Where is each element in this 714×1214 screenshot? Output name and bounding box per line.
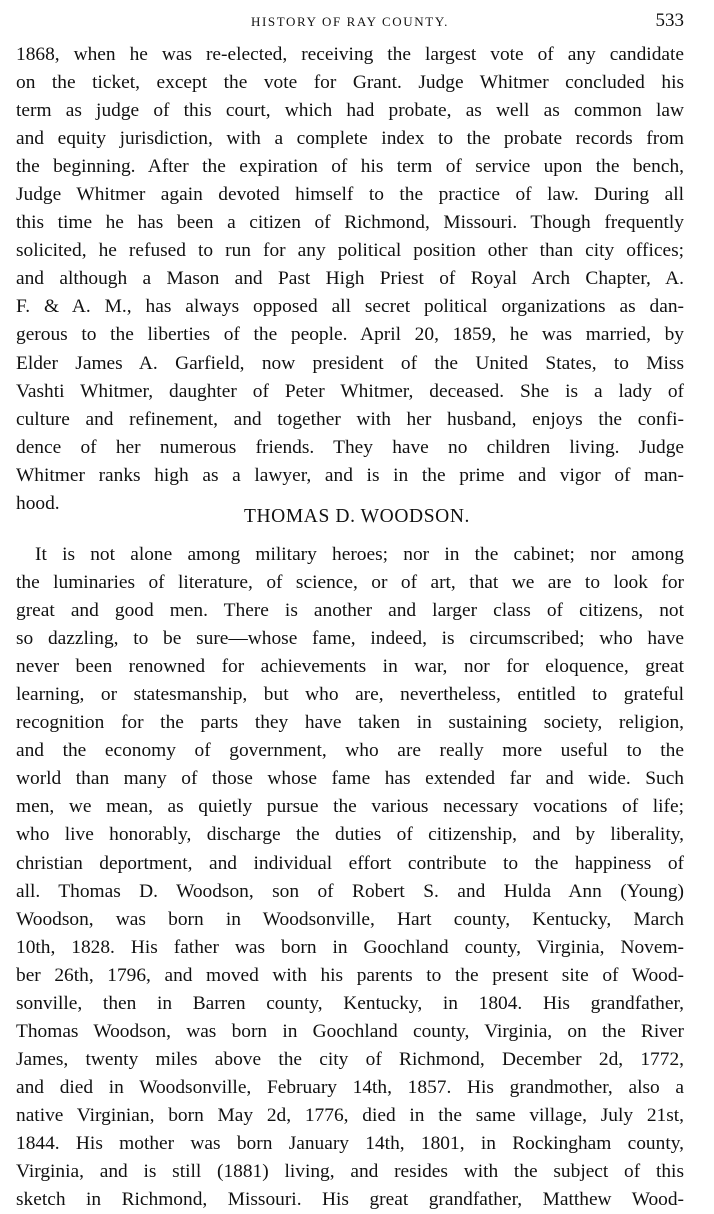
running-title: HISTORY OF RAY COUNTY.: [251, 14, 449, 29]
text-line: sketch in Richmond, Missouri. His great grandfather, Matthew Wood-: [16, 1189, 684, 1211]
text-line: Whitmer ranks high as a lawyer, and is in the prime and vigor of man-: [16, 464, 684, 486]
text-line: recognition for the parts they have taken in sustaining society, religion,: [16, 712, 684, 734]
text-line: so dazzling, to be sure—whose fame, indeed, is circumscribed; who have: [16, 628, 684, 650]
page-number: 533: [655, 10, 684, 31]
text-line: on the ticket, except the vote for Grant. Judge Whitmer concluded his: [16, 72, 684, 94]
text-line: Virginia, and is still (1881) living, and resides with the subject of this: [16, 1161, 684, 1183]
text-line: sonville, then in Barren county, Kentucky, in 1804. His grandfather,: [16, 992, 684, 1014]
text-line: 1844. His mother was born January 14th, 1801, in Rockingham county,: [16, 1132, 684, 1154]
text-line: world than many of those whose fame has extended far and wide. Such: [16, 768, 684, 790]
paragraph-woodson: [16, 541, 684, 1214]
text-line: Elder James A. Garfield, now president of the United States, to Miss: [16, 352, 684, 374]
text-line: Vashti Whitmer, daughter of Peter Whitmer, deceased. She is a lady of: [16, 380, 684, 402]
text-line: native Virginian, born May 2d, 1776, died in the same village, July 21st,: [16, 1104, 684, 1126]
text-line: and although a Mason and Past High Priest of Royal Arch Chapter, A.: [16, 268, 684, 290]
text-line: solicited, he refused to run for any political position other than city offices;: [16, 240, 684, 262]
text-line: great and good men. There is another and larger class of citizens, not: [16, 600, 684, 622]
text-line: James, twenty miles above the city of Richmond, December 2d, 1772,: [16, 1048, 684, 1070]
text-line: the luminaries of literature, of science, or of art, that we are to look for: [16, 572, 684, 594]
text-line: men, we mean, as quietly pursue the various necessary vocations of life;: [16, 796, 684, 818]
text-line: ber 26th, 1796, and moved with his parents to the present site of Wood-: [16, 964, 684, 986]
text-line: dence of her numerous friends. They have no children living. Judge: [16, 436, 684, 458]
text-line: Thomas Woodson, was born in Goochland county, Virginia, on the River: [16, 1020, 684, 1042]
text-line: Woodson, was born in Woodsonville, Hart county, Kentucky, March: [16, 908, 684, 930]
paragraph-whitmer: [16, 41, 684, 518]
text-line: gerous to the liberties of the people. April 20, 1859, he was married, by: [16, 324, 684, 346]
text-line: It is not alone among military heroes; nor in the cabinet; nor among: [35, 544, 684, 565]
text-line: hood.: [16, 492, 60, 514]
text-line: never been renowned for achievements in war, nor for eloquence, great: [16, 656, 684, 678]
page-header: [16, 10, 684, 34]
text-line: and the economy of government, who are really more useful to the: [16, 740, 684, 762]
text-line: and died in Woodsonville, February 14th, 1857. His grandmother, also a: [16, 1076, 684, 1098]
text-line: all. Thomas D. Woodson, son of Robert S. and Hulda Ann (Young): [16, 880, 684, 902]
text-line: this time he has been a citizen of Richmond, Missouri. Though frequently: [16, 212, 684, 234]
section-heading: THOMAS D. WOODSON.: [243, 506, 471, 527]
text-line: 10th, 1828. His father was born in Goochland county, Virginia, Novem-: [16, 936, 684, 958]
text-line: F. & A. M., has always opposed all secret political organizations as dan-: [16, 296, 684, 318]
text-line: term as judge of this court, which had probate, as well as common law: [16, 100, 684, 122]
text-line: christian deportment, and individual effort contribute to the happiness of: [16, 852, 684, 874]
text-line: Judge Whitmer again devoted himself to the practice of law. During all: [16, 184, 684, 206]
text-line: who live honorably, discharge the duties of citizenship, and by liberality,: [16, 824, 684, 846]
text-line: and equity jurisdiction, with a complete index to the probate records from: [16, 128, 684, 150]
text-line: learning, or statesmanship, but who are, nevertheless, entitled to grateful: [16, 684, 684, 706]
text-line: 1868, when he was re-elected, receiving the largest vote of any candidate: [16, 44, 684, 65]
text-line: the beginning. After the expiration of his term of service upon the bench,: [16, 156, 684, 178]
text-line: culture and refinement, and together with her husband, enjoys the confi-: [16, 408, 684, 430]
